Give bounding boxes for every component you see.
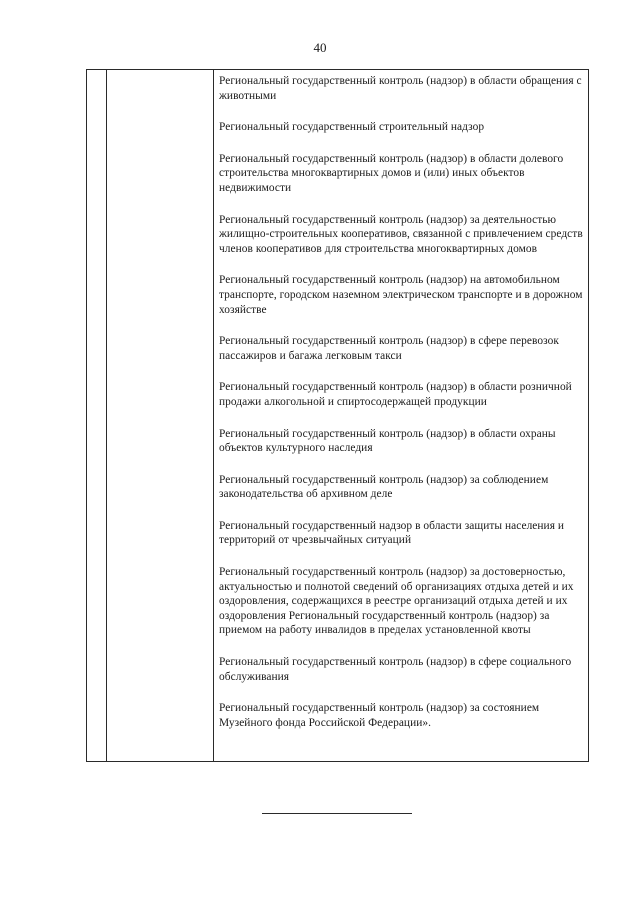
- list-item: Региональный государственный контроль (надзор) в области обращения с животными: [219, 75, 582, 102]
- list-item: Региональный государственный контроль (надзор) за деятельностью жилищно-строительных кооперативов, связанной с привлечением средств членов кооперативов для строительства многоквартирных домов: [219, 213, 583, 255]
- control-types-table: [86, 69, 589, 762]
- list-item: Региональный государственный контроль (надзор) в области долевого строительства многоквартирных домов и (или) иных объектов недвижимости: [219, 152, 564, 194]
- list-item: Региональный государственный контроль (надзор) в области охраны объектов культурного наследия: [219, 427, 556, 455]
- list-item: Региональный государственный контроль (надзор) в сфере перевозок пассажиров и багажа легковым такси: [219, 335, 559, 362]
- list-item: Региональный государственный контроль (надзор) за достоверностью, актуальностью и полнотой сведений об организациях отдыха детей и их оздоровления, содержащихся в реестре организаций отдыха детей и их оздоровления Региональный государственный контроль (надзор) за приемом на работу инвалидов в пределах установленной квоты: [219, 566, 574, 637]
- list-item: Региональный государственный контроль (надзор) на автомобильном транспорте, городском наземном электрическом транспорте и в дорожном хозяйстве: [219, 274, 583, 316]
- list-item: Региональный государственный надзор в области защиты населения и территорий от чрезвычайных ситуаций: [219, 519, 565, 547]
- list-item: Региональный государственный контроль (надзор) за соблюдением законодательства об архивном деле: [219, 473, 549, 501]
- page-number: 40: [313, 40, 327, 55]
- footnote-separator: [262, 813, 412, 814]
- control-list: [219, 74, 585, 747]
- list-item: Региональный государственный контроль (надзор) в сфере социального обслуживания: [219, 656, 572, 683]
- table-column-divider: [213, 70, 214, 761]
- list-item: Региональный государственный контроль (надзор) за состоянием Музейного фонда Российской Федерации».: [219, 702, 540, 729]
- list-item: Региональный государственный строительный надзор: [219, 121, 485, 134]
- table-column-divider: [106, 70, 107, 761]
- list-item: Региональный государственный контроль (надзор) в области розничной продажи алкогольной и спиртосодержащей продукции: [219, 381, 572, 408]
